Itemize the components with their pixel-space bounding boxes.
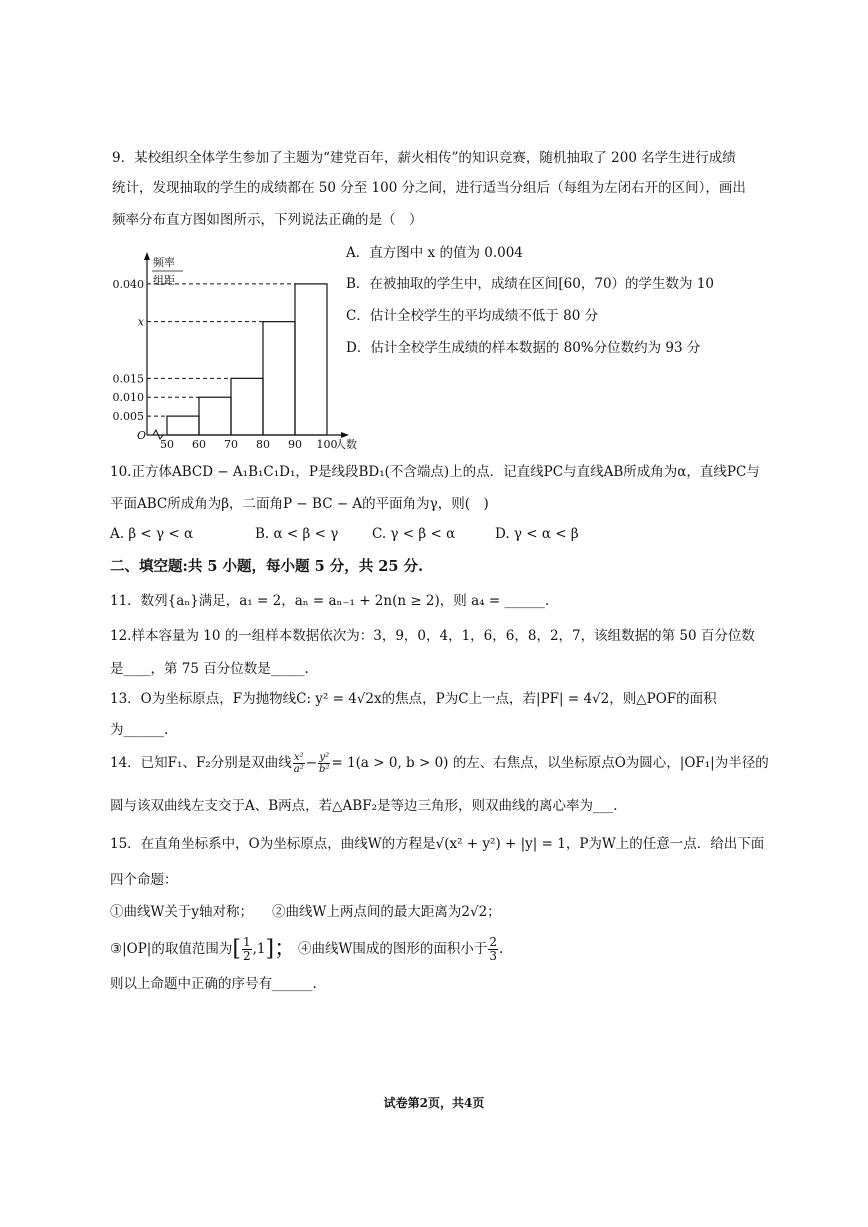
q15-proposition-1: ①曲线W关于y轴对称；	[110, 904, 254, 920]
q9-option-a: A．直方图中 x 的值为 0.004	[346, 245, 523, 261]
q15-p4-pre: ④曲线W围成的图形的面积小于	[298, 941, 488, 957]
q15-p3-right-bracket: ]；	[265, 936, 297, 962]
x-tick-label: 60	[192, 438, 206, 451]
histogram-bar	[263, 322, 295, 435]
x-tick-label: 90	[288, 438, 302, 451]
q14-minus: −	[305, 755, 318, 771]
q13-line-1: 13．O为坐标原点，F为抛物线C: y² = 4√2x的焦点，P为C上一点，若|PF| = 4√2，则△POF的面积	[110, 691, 717, 707]
q12-line-1: 12.样本容量为 10 的一组样本数据依次为：3，9，0，4，1，6，6，8，2，7，该组数据的第 50 百分位数	[110, 628, 755, 644]
q15-final-line: 则以上命题中正确的序号有______.	[110, 976, 317, 992]
q14-fraction-x	[293, 752, 305, 775]
section-2-heading: 二、填空题:共 5 小题，每小题 5 分，共 25 分.	[110, 558, 424, 575]
y-label-top: 频率	[153, 256, 175, 269]
origin-label: O	[137, 429, 147, 442]
q14-pre: 14．已知F₁、F₂分别是双曲线	[110, 755, 292, 771]
q9-option-d: D．估计全校学生成绩的样本数据的 80%分位数约为 93 分	[346, 340, 701, 356]
q14-line-1	[110, 752, 769, 775]
y-tick-label: 0.005	[112, 410, 144, 424]
y-tick-label: x	[137, 315, 144, 329]
q15-line-2: 四个命题：	[110, 872, 178, 888]
x-axis-label: 人数	[335, 438, 357, 451]
q10-option-d: D. γ < α < β	[495, 526, 579, 542]
histogram-bar	[167, 416, 199, 435]
q15-p4-den: 3	[489, 949, 498, 963]
q15-proposition-2: ②曲线W上两点间的最大距离为2√2；	[272, 904, 501, 920]
q15-p3-num: 1	[242, 935, 251, 949]
y-tick-label: 0.015	[112, 372, 144, 386]
y-tick-label: 0.010	[112, 391, 144, 405]
x-tick-label: 70	[224, 438, 238, 451]
q14-post: = 1(a > 0, b > 0) 的左、右焦点，以坐标原点O为圆心，|OF₁|为半径的	[331, 755, 769, 771]
y-label-bottom: 组距	[153, 274, 175, 287]
q15-p4-fraction	[488, 936, 498, 963]
q12-line-2: 是____，第 75 百分位数是_____.	[110, 661, 309, 677]
q14-frac2-den: b²	[319, 764, 330, 775]
q11-text: 11．数列{aₙ}满足，a₁ = 2，aₙ = aₙ₋₁ + 2n(n ≥ 2)，则 a₄ = ______.	[110, 593, 550, 609]
q14-fraction-y	[318, 752, 330, 775]
histogram-bar	[295, 284, 327, 435]
q9-option-b: B．在被抽取的学生中，成绩在区间[60，70）的学生数为 10	[346, 276, 715, 292]
q15-p3-fraction	[242, 936, 252, 963]
q14-frac1-den: a²	[293, 764, 304, 775]
q9-line-3: 频率分布直方图如图所示，下列说法正确的是（ ）	[112, 212, 423, 228]
q15-proposition-4	[298, 936, 503, 963]
q14-frac2-num: y²	[319, 752, 330, 763]
histogram-bar	[231, 378, 263, 435]
y-axis-arrow	[144, 252, 150, 260]
q15-p4-num: 2	[489, 935, 498, 949]
q10-option-b: B. α < β < γ	[255, 526, 339, 542]
q10-option-c: C. γ < β < α	[372, 526, 456, 542]
q15-p3-den: 2	[242, 949, 251, 963]
q13-line-2: 为______.	[110, 722, 169, 738]
page-footer: 试卷第2页，共4页	[383, 1096, 485, 1110]
q15-p3-left-bracket: [	[232, 936, 241, 962]
y-tick-label: 0.040	[112, 277, 144, 291]
q9-option-c: C．估计全校学生的平均成绩不低于 80 分	[346, 308, 599, 324]
q15-p3-post: ,1	[252, 941, 266, 957]
q15-proposition-3	[110, 936, 296, 963]
q9-line-2: 统计，发现抽取的学生的成绩都在 50 分至 100 分之间，进行适当分组后（每组为左闭右开的区间），画出	[112, 180, 746, 196]
q10-line-2: 平面ABC所成角为β，二面角P − BC − A的平面角为γ，则( )	[110, 496, 489, 512]
q10-line-1: 10.正方体ABCD − A₁B₁C₁D₁，P是线段BD₁(不含端点)上的点．记直线PC与直线AB所成角为α，直线PC与	[110, 464, 760, 480]
q15-p4-post: .	[499, 941, 504, 957]
histogram-bar	[199, 397, 231, 435]
q15-p3-pre: ③|OP|的取值范围为	[110, 941, 233, 957]
x-tick-label: 50	[160, 438, 174, 451]
q14-frac1-num: x²	[293, 752, 304, 763]
q10-option-a: A. β < γ < α	[110, 526, 194, 542]
q15-line-1: 15．在直角坐标系中，O为坐标原点，曲线W的方程是√(x² + y²) + |y| = 1，P为W上的任意一点．给出下面	[110, 836, 765, 852]
q9-line-1: 9．某校组织全体学生参加了主题为“建党百年，薪火相传”的知识竞赛，随机抽取了 200 名学生进行成绩	[112, 150, 736, 166]
x-tick-label: 100	[316, 438, 338, 451]
frequency-histogram	[110, 250, 357, 451]
q14-line-2: 圆与该双曲线左支交于A、B两点，若△ABF₂是等边三角形，则双曲线的离心率为___.	[110, 798, 618, 814]
x-tick-label: 80	[256, 438, 270, 451]
